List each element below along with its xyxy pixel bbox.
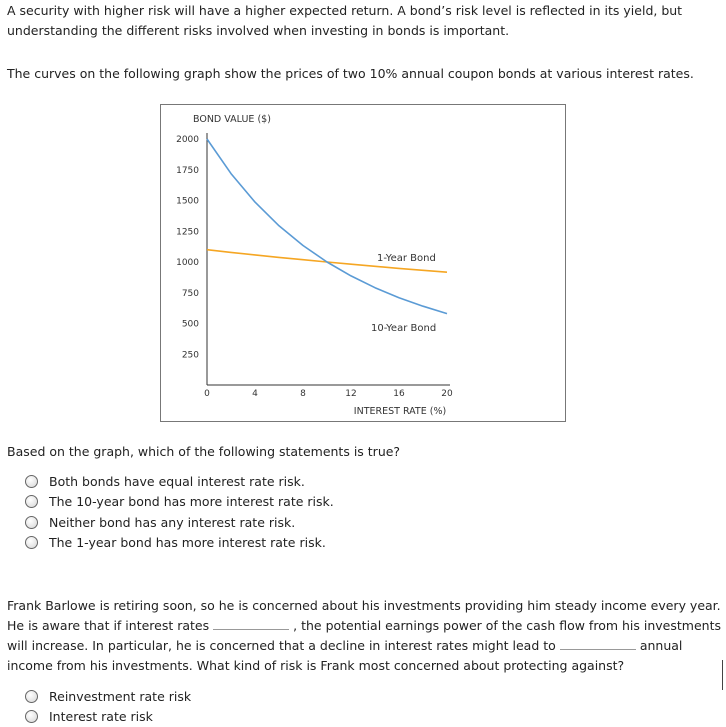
bond-value-chart [160, 104, 566, 422]
y-tick-label: 1000 [176, 258, 199, 268]
series-label-1-year-bond: 1-Year Bond [377, 253, 436, 264]
y-tick-label: 2000 [176, 135, 199, 145]
option-equal-risk[interactable] [25, 471, 334, 492]
x-tick-label: 8 [300, 389, 306, 399]
scrollbar[interactable] [722, 660, 723, 690]
scenario-text [7, 596, 721, 676]
option-label: Reinvestment rate risk [49, 688, 192, 704]
scenario-part-2: , the potential earnings power of the cash flow from his investments will increase. In particular, he is concerned that a decline in interest rates might lead to [7, 618, 721, 653]
y-tick-label: 250 [181, 350, 199, 361]
graph-description: The curves on the following graph show the prices of two 10% annual coupon bonds at various interest rates. [7, 66, 694, 81]
y-tick-label: 750 [181, 288, 199, 299]
option-label: The 10-year bond has more interest rate risk. [49, 494, 334, 510]
x-tick-label: 20 [441, 389, 453, 399]
y-tick-label: 1500 [176, 196, 199, 207]
radio-button[interactable] [25, 516, 38, 529]
x-tick-label: 4 [252, 389, 258, 399]
option-label: Both bonds have equal interest rate risk. [49, 473, 305, 489]
y-tick-label: 500 [181, 319, 199, 330]
option-neither-risk[interactable] [25, 512, 334, 533]
series-label-10-year-bond: 10-Year Bond [371, 323, 437, 334]
y-tick-label: 1250 [176, 227, 199, 238]
option-label: The 1-year bond has more interest rate risk. [49, 535, 326, 551]
radio-button[interactable] [25, 710, 38, 723]
radio-button[interactable] [25, 495, 38, 508]
scenario-part-3: annual income from his investments. What kind of risk is Frank most concerned about protecting against? [7, 638, 683, 673]
option-reinvestment-rate-risk[interactable] [25, 686, 191, 707]
question-2-options [25, 686, 191, 727]
option-interest-rate-risk[interactable] [25, 707, 191, 727]
y-tick-label: 1750 [176, 165, 199, 176]
intro-text: A security with higher risk will have a higher expected return. A bond’s risk level is reflected in its yield, but understanding the different risks involved when investing in bonds is important. [7, 3, 683, 38]
question-1-options [25, 471, 334, 553]
x-tick-label: 12 [345, 389, 357, 399]
blank-dropdown-income[interactable] [560, 637, 636, 650]
option-label: Interest rate risk [49, 709, 153, 725]
option-1-year-more-risk[interactable] [25, 533, 334, 554]
radio-button[interactable] [25, 536, 38, 549]
x-tick-label: 16 [393, 389, 405, 399]
option-label: Neither bond has any interest rate risk. [49, 514, 296, 530]
x-axis-title: INTEREST RATE (%) [353, 406, 447, 417]
question-1-text: Based on the graph, which of the following statements is true? [7, 444, 401, 459]
series-line-10-year-bond [207, 139, 447, 314]
y-axis-title: BOND VALUE ($) [193, 114, 271, 125]
scenario-part-1: Frank Barlowe is retiring soon, so he is concerned about his investments providing him steady income every year. He is aware that if interest rates [7, 598, 721, 633]
chart-svg [161, 105, 565, 421]
option-10-year-more-risk[interactable] [25, 492, 334, 513]
blank-dropdown-rates[interactable] [213, 617, 289, 630]
radio-button[interactable] [25, 475, 38, 488]
x-tick-label: 0 [204, 389, 210, 399]
radio-button[interactable] [25, 690, 38, 703]
